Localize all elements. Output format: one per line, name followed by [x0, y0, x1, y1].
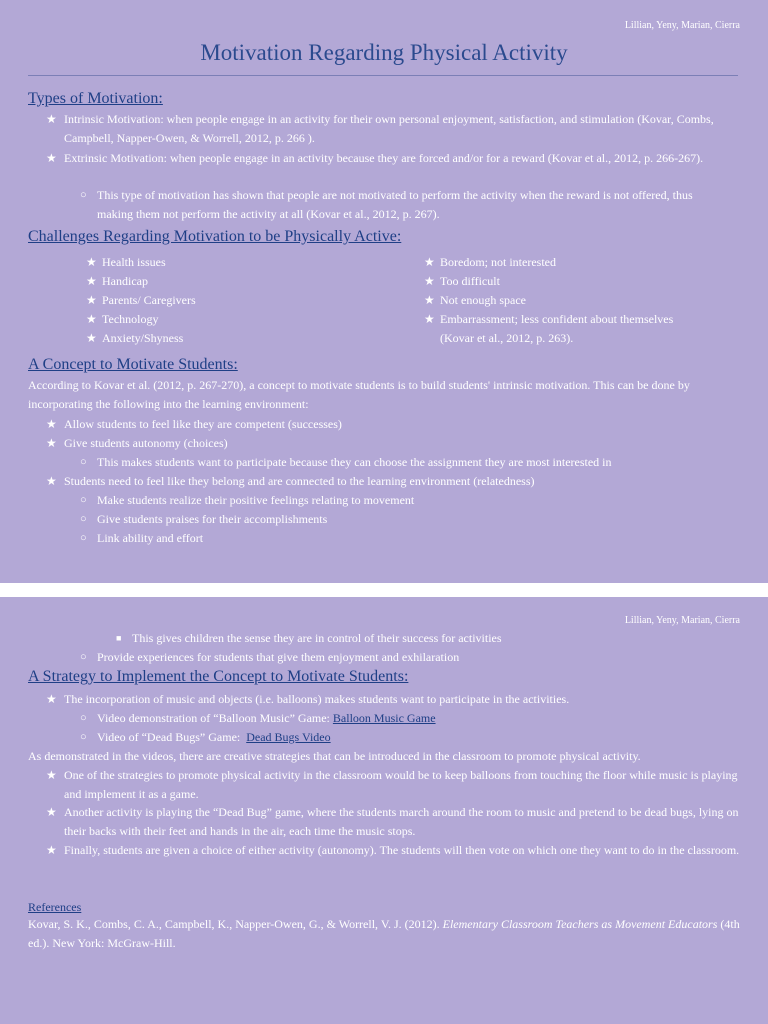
concept-intro: According to Kovar et al. (2012, p. 267-270), a concept to motivate students is to build students' intrinsic motivation. This can be done by incorporating the following into the learning environment: [28, 378, 690, 411]
star-bullet-icon: ★ [86, 255, 97, 269]
document-title: Motivation Regarding Physical Activity [200, 40, 568, 65]
document-page-2: Lillian, Yeny, Marian, Cierra ■ This gives children the sense they are in control of their success for activities ○ Provide experiences for students that give them enjoyment and exhilaration A Strategy to Implement the Concept to Motivate Students: ★ The incorporation of music and objects (i.e. balloons) makes students want to participate in the activities. ○ Video demonstration of “Balloon Music” Game: Balloon Music Game ○ Video of “Dead Bugs” Game: Dead Bugs Video As demonstrated in the videos, there are creative strategies that can be introduced in the classroom to promote physical activity. ★ One of the strategies to promote physical activity in the classroom would be to keep balloons from touching the floor while music is playing and implement it as a game. ★ Another activity is playing the “Dead Bug” game, where the students march around the room to music and pretend to be dead bugs, lying on their backs with their feet and hands in the air, each time the music stops. ★ Finally, students are given a choice of either activity (autonomy). The students will then vote on which one they want to do in the classroom. References Kovar, S. K., Combs, C. A., Campbell, K., Napper-Owen, G., & Worrell, V. J. (2012). Elementary Classroom Teachers as Movement Educators (4th ed.). New York: McGraw-Hill. [0, 597, 768, 1024]
star-bullet-icon: ★ [424, 274, 435, 288]
reference-entry: Kovar, S. K., Combs, C. A., Campbell, K., Napper-Owen, G., & Worrell, V. J. (2012). Elementary Classroom Teachers as Movement Educators (4th ed.). New York: McGraw-Hill. [28, 917, 740, 950]
balloon-music-game-link[interactable]: Balloon Music Game [332, 711, 436, 725]
heading-concept: A Concept to Motivate Students: [28, 356, 238, 373]
star-bullet-icon: ★ [424, 312, 435, 326]
star-bullet-icon: ★ [424, 255, 435, 269]
document-page-1: Lillian, Yeny, Marian, Cierra Motivation Regarding Physical Activity Types of Motivation: ★ Intrinsic Motivation: when people engage in an activity for their own personal enjoyment, satisfaction, and stimulation (Kovar, Combs, Campbell, Napper-Owen, & Worrell, 2012, p. 266 ). ★ Extrinsic Motivation: when people engage in an activity because they are forced and/or for a reward (Kovar et al., 2012, p. 266-267). ○ This type of motivation has shown that people are not motivated to perform the activity when the reward is not offered, thus making them not perform the activity at all (Kovar et al., 2012, p. 267). Challenges Regarding Motivation to be Physically Active: ★ Health issues ★ Handicap ★ Parents/ Caregivers ★ Technology ★ Anxiety/Shyness ★ Boredom; not interested ★ Too difficult ★ Not enough space ★ Embarrassment; less confident about themselves (Kovar et al., 2012, p. 263). A Concept to Motivate Students: According to Kovar et al. (2012, p. 267-270), a concept to motivate students is to build students' intrinsic motivation. This can be done by incorporating the following into the learning environment: ★ Allow students to feel like they are competent (successes) ★ Give students autonomy (choices) ○ This makes students want to participate because they can choose the assignment they are most interested in ★ Students need to feel like they belong and are connected to the learning environment (relatedness) ○ Make students realize their positive feelings relating to movement ○ Give students praises for their accomplishments ○ Link ability and effort [0, 0, 768, 583]
strategy-paragraph: As demonstrated in the videos, there are creative strategies that can be introduced in the classroom to promote physical activity. [28, 749, 641, 763]
circle-bullet-icon: ○ [80, 532, 87, 544]
star-bullet-icon: ★ [46, 768, 57, 782]
heading-strategy: A Strategy to Implement the Concept to Motivate Students: [28, 668, 409, 685]
circle-bullet-icon: ○ [80, 513, 87, 525]
star-bullet-icon: ★ [424, 293, 435, 307]
star-bullet-icon: ★ [86, 331, 97, 345]
circle-bullet-icon: ○ [80, 189, 87, 201]
title-divider [28, 75, 738, 76]
star-bullet-icon: ★ [46, 151, 57, 165]
star-bullet-icon: ★ [86, 274, 97, 288]
authors-header: Lillian, Yeny, Marian, Cierra [624, 20, 740, 31]
circle-bullet-icon: ○ [80, 494, 87, 506]
challenge-citation: (Kovar et al., 2012, p. 263). [440, 331, 574, 345]
star-bullet-icon: ★ [86, 312, 97, 326]
page-separator [0, 583, 768, 597]
dead-bugs-video-link[interactable]: Dead Bugs Video [246, 730, 331, 744]
star-bullet-icon: ★ [46, 843, 57, 857]
circle-bullet-icon: ○ [80, 456, 87, 468]
star-bullet-icon: ★ [46, 474, 57, 488]
star-bullet-icon: ★ [46, 692, 57, 706]
circle-bullet-icon: ○ [80, 712, 87, 724]
references-heading: References [28, 900, 82, 914]
circle-bullet-icon: ○ [80, 731, 87, 743]
square-bullet-icon: ■ [116, 633, 122, 643]
authors-header: Lillian, Yeny, Marian, Cierra [624, 615, 740, 626]
star-bullet-icon: ★ [46, 112, 57, 126]
star-bullet-icon: ★ [46, 805, 57, 819]
heading-types-of-motivation: Types of Motivation: [28, 90, 163, 107]
heading-challenges: Challenges Regarding Motivation to be Physically Active: [28, 228, 402, 245]
star-bullet-icon: ★ [46, 417, 57, 431]
star-bullet-icon: ★ [46, 436, 57, 450]
circle-bullet-icon: ○ [80, 651, 87, 663]
star-bullet-icon: ★ [86, 293, 97, 307]
